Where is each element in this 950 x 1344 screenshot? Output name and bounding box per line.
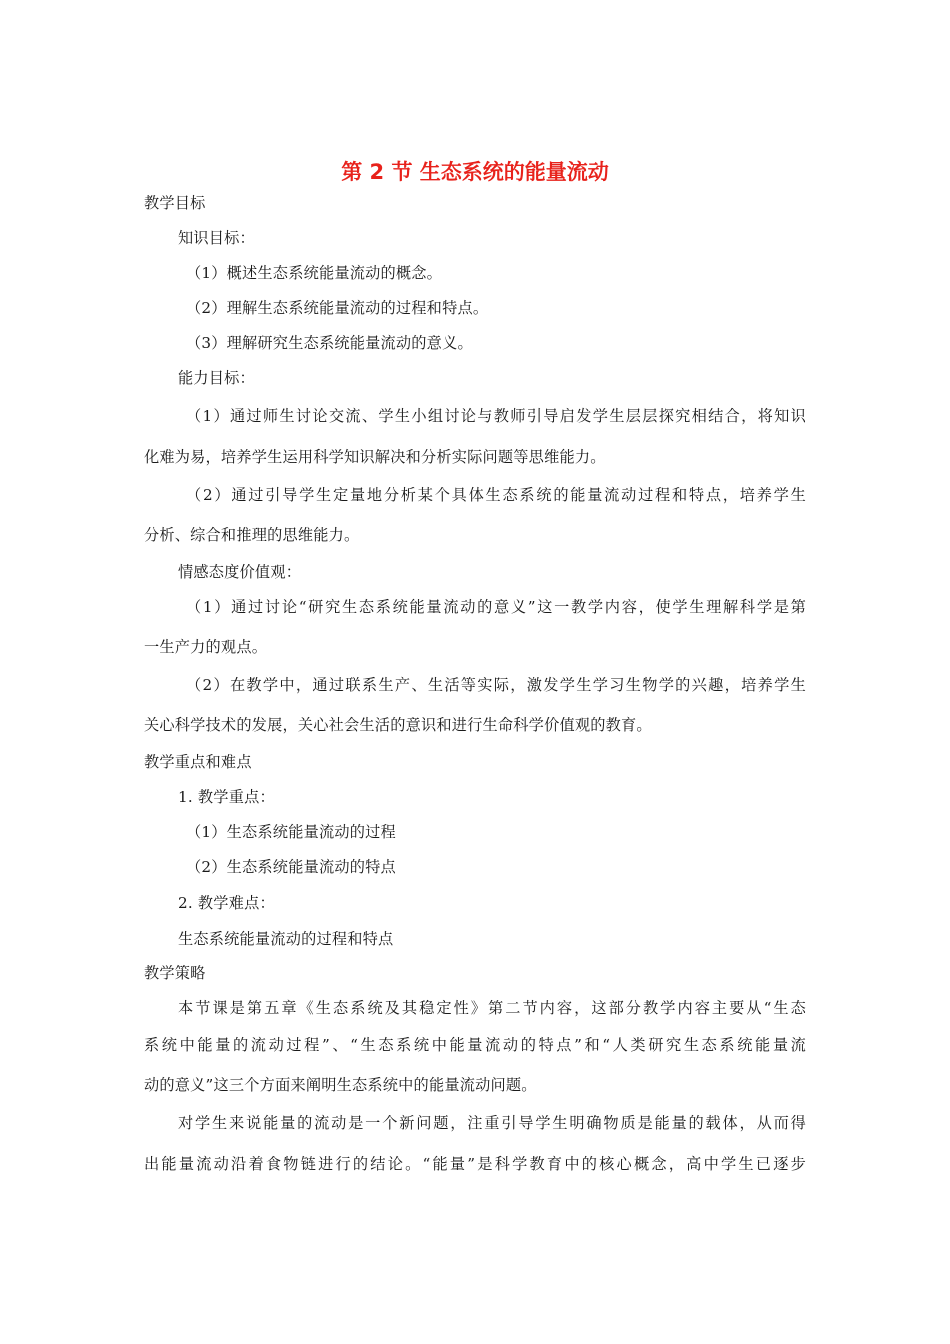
paragraph-line: （2）生态系统能量流动的特点 <box>186 858 396 876</box>
paragraph-line: 对学生来说能量的流动是一个新问题，注重引导学生明确物质是能量的载体，从而得 <box>178 1114 806 1132</box>
section-heading-key-points: 教学重点和难点 <box>144 753 252 771</box>
paragraph-line: （1）概述生态系统能量流动的概念。 <box>186 264 443 282</box>
subheading-attitude-values: 情感态度价值观： <box>178 563 302 581</box>
paragraph-line: 动的意义”这三个方面来阐明生态系统中的能量流动问题。 <box>144 1076 537 1094</box>
paragraph-line: 系统中能量的流动过程”、“生态系统中能量流动的特点”和“人类研究生态系统能量流 <box>144 1036 806 1054</box>
paragraph-line: （1）通过讨论“研究生态系统能量流动的意义”这一教学内容，使学生理解科学是第 <box>186 598 806 616</box>
paragraph-line: （1）通过师生讨论交流、学生小组讨论与教师引导启发学生层层探究相结合，将知识 <box>186 407 806 425</box>
section-heading-teaching-goals: 教学目标 <box>144 194 206 212</box>
paragraph-line: 分析、综合和推理的思维能力。 <box>144 526 360 544</box>
paragraph-line: 化难为易，培养学生运用科学知识解决和分析实际问题等思维能力。 <box>144 448 606 466</box>
subheading-difficult-points: 2. 教学难点： <box>178 894 275 912</box>
paragraph-line: （2）通过引导学生定量地分析某个具体生态系统的能量流动过程和特点，培养学生 <box>186 486 806 504</box>
subheading-knowledge-goals: 知识目标： <box>178 229 255 247</box>
document-title: 第 2 节 生态系统的能量流动 <box>341 160 609 184</box>
paragraph-line: 生态系统能量流动的过程和特点 <box>178 930 394 948</box>
paragraph-line: （3）理解研究生态系统能量流动的意义。 <box>186 334 473 352</box>
paragraph-line: 本节课是第五章《生态系统及其稳定性》第二节内容，这部分教学内容主要从“生态 <box>178 999 806 1017</box>
subheading-ability-goals: 能力目标： <box>178 369 255 387</box>
paragraph-line: 出能量流动沿着食物链进行的结论。“能量”是科学教育中的核心概念，高中学生已逐步 <box>144 1155 806 1173</box>
paragraph-line: （2）在教学中，通过联系生产、生活等实际，激发学生学习生物学的兴趣，培养学生 <box>186 676 806 694</box>
paragraph-line: （1）生态系统能量流动的过程 <box>186 823 396 841</box>
subheading-key-points: 1. 教学重点： <box>178 788 275 806</box>
section-heading-teaching-strategy: 教学策略 <box>144 964 206 982</box>
paragraph-line: （2）理解生态系统能量流动的过程和特点。 <box>186 299 489 317</box>
paragraph-line: 一生产力的观点。 <box>144 638 268 656</box>
paragraph-line: 关心科学技术的发展，关心社会生活的意识和进行生命科学价值观的教育。 <box>144 716 652 734</box>
